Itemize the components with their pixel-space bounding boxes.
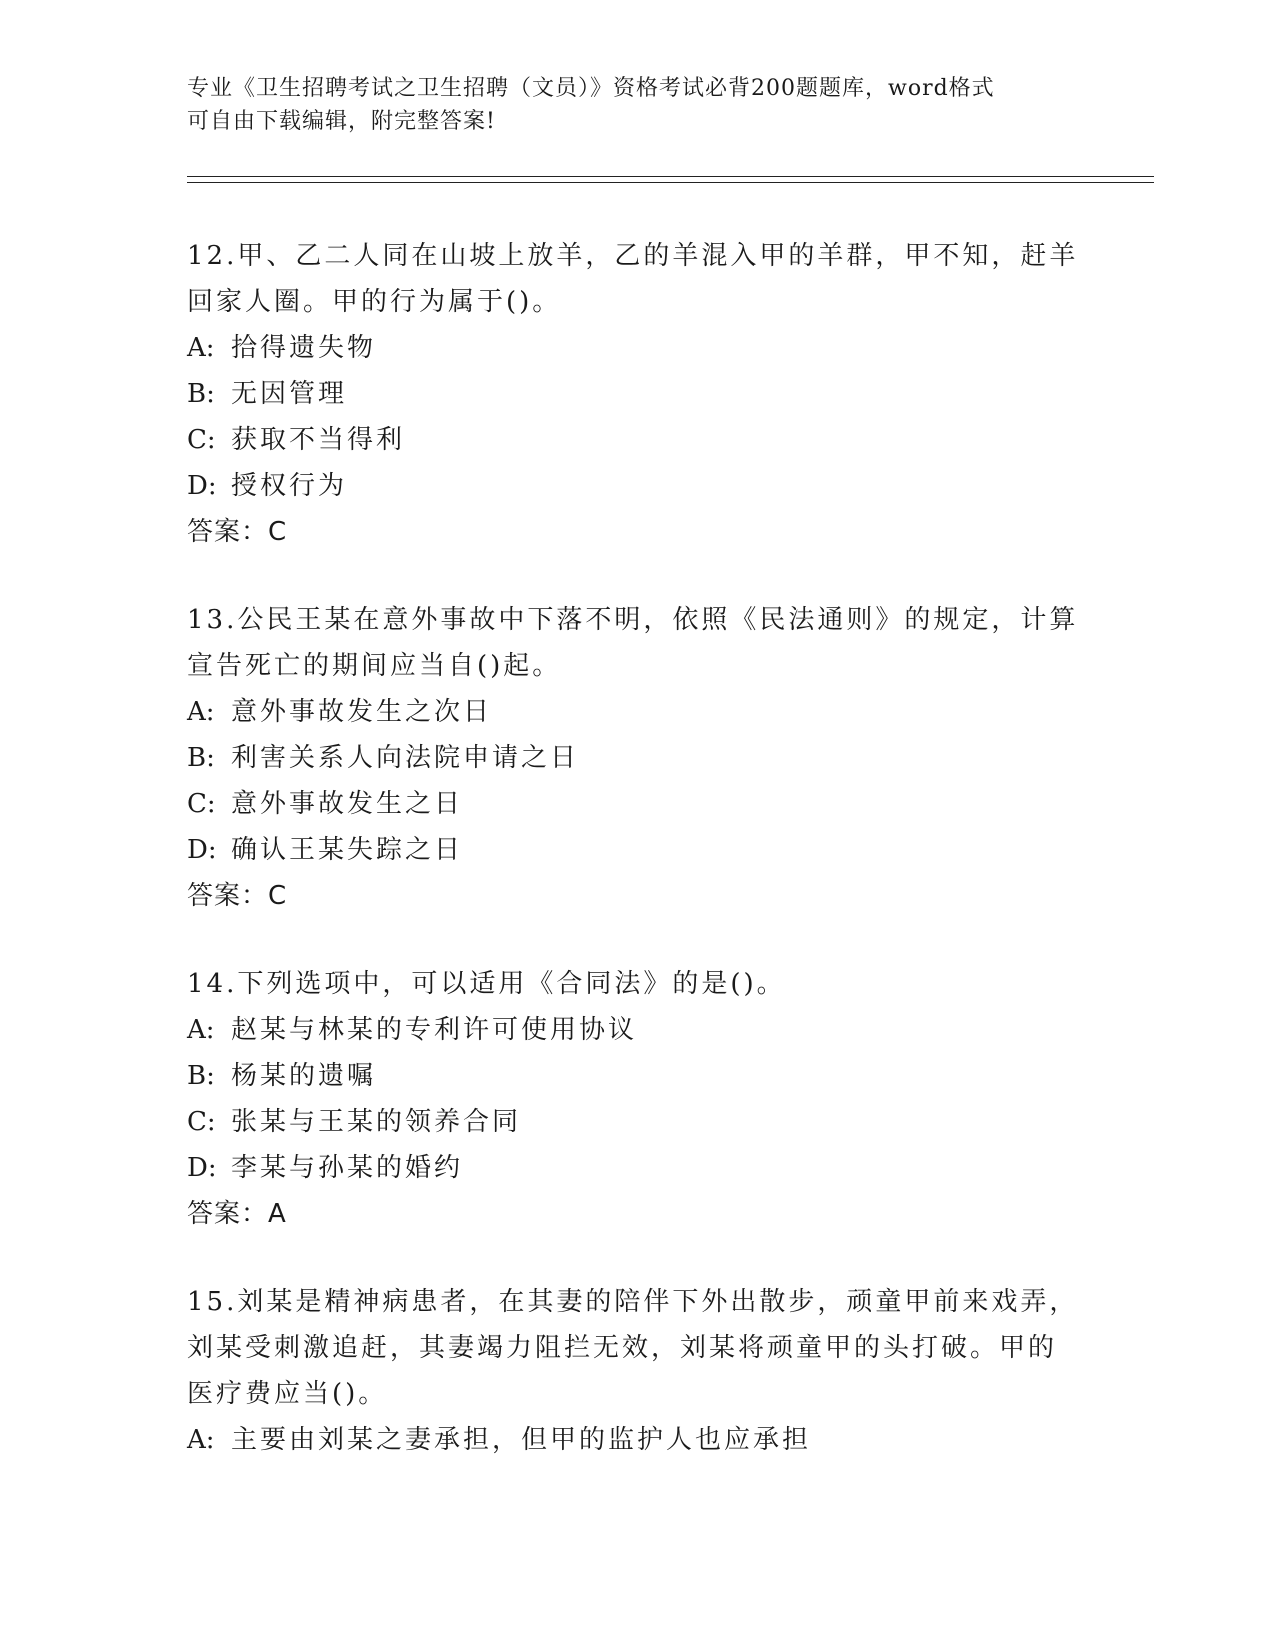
question-stem-line: 15.刘某是精神病患者，在其妻的陪伴下外出散步，顽童甲前来戏弄， xyxy=(187,1287,1079,1317)
question-14 xyxy=(187,961,1087,1237)
option-text: 主要由刘某之妻承担，但甲的监护人也应承担 xyxy=(231,1425,812,1455)
question-stem-line: 12.甲、乙二人同在山坡上放羊，乙的羊混入甲的羊群，甲不知，赶羊 xyxy=(187,241,1079,271)
option-key: A: xyxy=(187,1425,215,1455)
answer-line: 答案：C xyxy=(187,881,288,911)
document-header xyxy=(187,72,1087,138)
option-d xyxy=(187,463,1087,509)
option-c xyxy=(187,781,1087,827)
option-a xyxy=(187,1007,1087,1053)
option-a xyxy=(187,325,1087,371)
option-b xyxy=(187,1053,1087,1099)
option-key: D: xyxy=(187,1153,217,1183)
option-text: 利害关系人向法院申请之日 xyxy=(231,743,580,773)
option-key: B: xyxy=(187,1061,215,1091)
answer-line: 答案：C xyxy=(187,517,288,547)
option-key: D: xyxy=(187,835,217,865)
option-text: 杨某的遗嘱 xyxy=(231,1061,377,1091)
option-text: 拾得遗失物 xyxy=(231,333,377,363)
option-text: 无因管理 xyxy=(231,379,348,409)
option-text: 张某与王某的领养合同 xyxy=(231,1107,522,1137)
question-stem-line: 医疗费应当()。 xyxy=(187,1379,388,1409)
header-line-1: 专业《卫生招聘考试之卫生招聘（文员）》资格考试必背200题题库，word格式 xyxy=(187,76,995,101)
option-key: B: xyxy=(187,743,215,773)
option-d xyxy=(187,1145,1087,1191)
option-c xyxy=(187,1099,1087,1145)
question-12 xyxy=(187,233,1087,555)
option-text: 赵某与林某的专利许可使用协议 xyxy=(231,1015,638,1045)
option-key: C: xyxy=(187,1107,216,1137)
option-text: 确认王某失踪之日 xyxy=(231,835,464,865)
question-13 xyxy=(187,597,1087,919)
question-stem-line: 回家人圈。甲的行为属于()。 xyxy=(187,287,562,317)
header-line-2: 可自由下载编辑，附完整答案! xyxy=(187,109,496,134)
question-stem-line: 13.公民王某在意外事故中下落不明，依照《民法通则》的规定，计算 xyxy=(187,605,1079,635)
option-key: A: xyxy=(187,333,215,363)
option-text: 李某与孙某的婚约 xyxy=(231,1153,464,1183)
answer-line: 答案：A xyxy=(187,1199,287,1229)
option-text: 意外事故发生之次日 xyxy=(231,697,493,727)
option-key: A: xyxy=(187,1015,215,1045)
option-key: C: xyxy=(187,789,216,819)
option-b xyxy=(187,735,1087,781)
option-text: 授权行为 xyxy=(231,471,348,501)
option-key: D: xyxy=(187,471,217,501)
question-stem-line: 宣告死亡的期间应当自()起。 xyxy=(187,651,562,681)
option-d xyxy=(187,827,1087,873)
header-divider-bottom xyxy=(187,182,1154,183)
option-text: 获取不当得利 xyxy=(231,425,406,455)
option-key: A: xyxy=(187,697,215,727)
question-stem-line: 14.下列选项中，可以适用《合同法》的是()。 xyxy=(187,969,786,999)
question-stem-line: 刘某受刺激追赶，其妻竭力阻拦无效，刘某将顽童甲的头打破。甲的 xyxy=(187,1333,1058,1363)
option-b xyxy=(187,371,1087,417)
option-c xyxy=(187,417,1087,463)
question-15 xyxy=(187,1279,1087,1463)
option-a xyxy=(187,689,1087,735)
option-key: B: xyxy=(187,379,215,409)
option-key: C: xyxy=(187,425,216,455)
header-divider-top xyxy=(187,176,1154,177)
option-text: 意外事故发生之日 xyxy=(231,789,464,819)
option-a xyxy=(187,1417,1087,1463)
